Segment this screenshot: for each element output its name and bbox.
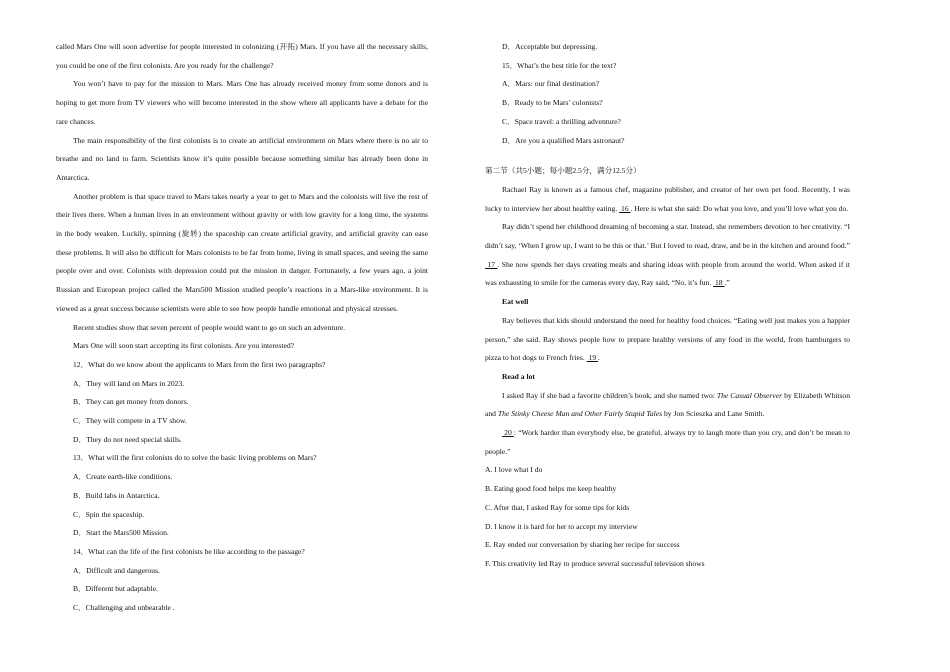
q15-option-a: A．Mars: our final destination? (502, 79, 600, 89)
passage-paragraph-1: called Mars One will soon advertise for people interested in colonizing (开拓) Mars. If you have all the necessary skills, you could be one of the first colonists. Are you ready for the challenge? (56, 42, 428, 70)
article-paragraph-4 (485, 387, 850, 424)
q12-option-c: C．They will compete in a TV show. (73, 416, 187, 426)
blank-18: 18 (713, 278, 725, 288)
question-13: 13．What will the first colonists do to solve the basic living problems on Mars? (73, 453, 317, 463)
choice-e: E. Ray ended our conversation by sharing her recipe for success (485, 540, 680, 550)
q14-option-b: B．Different but adaptable. (73, 584, 158, 594)
question-15: 15．What’s the best title for the text? (502, 60, 617, 70)
q13-option-a: A．Create earth-like conditions. (73, 472, 173, 482)
article-text: by Jon Scieszka and Lane Smith. (662, 409, 765, 419)
heading-eat-well: Eat well (502, 297, 529, 307)
q13-option-c: C．Spin the spaceship. (73, 509, 145, 519)
article-paragraph-3 (485, 312, 850, 368)
book-title: The Stinky Cheese Man and Other Fairly Stupid Tales (497, 409, 663, 419)
passage-paragraph-3: The main responsibility of the first colonists is to create an artificial environment on Mars where there is no air to breathe and no land to farm. Scientists know it’s quite possible because something similar has already been done in Antarctica. (56, 135, 428, 182)
article-text: . She now spends her days creating meals and sharing ideas with people from around the world. When asked if it was exhausting to smile for the cameras every day, Ray said, “No, it’s fun. (485, 259, 850, 288)
left-column (56, 38, 428, 618)
right-column (485, 38, 850, 574)
article-text: : “Work harder than everybody else, be grateful, always try to laugh more than you cry, and don’t be mean to people.” (485, 428, 851, 456)
q15-option-c: C．Space travel: a thrilling adventure? (502, 116, 621, 126)
q13-option-b: B．Build labs in Antarctica. (73, 490, 160, 500)
q13-option-d: D．Start the Mars500 Mission. (73, 528, 169, 538)
article-text: Ray believes that kids should understand the need for healthy food choices. “Eating well just makes you a happier person,” she said. Ray shows people how to prepare healthy versions of any food in the world, from hamburgers to pizza to hot dogs to French fries. (485, 315, 850, 363)
q12-option-d: D．They do not need special skills. (73, 434, 182, 444)
blank-19: 19 (586, 353, 599, 363)
book-title: The Casual Observer (716, 390, 783, 400)
blank-20: 20 (502, 428, 514, 438)
article-text: Ray didn’t spend her childhood dreaming of becoming a star. Instead, she remembers devotion to her creativity. “I didn’t say, ‘When I grow up, I want to be this or that.’ But I loved to read, draw, and be in the kitchen and around food.” (485, 222, 850, 251)
q14-option-a: A．Difficult and dangerous. (73, 565, 160, 575)
choice-d: D. I know it is hard for her to accept my interview (485, 521, 638, 531)
passage-paragraph-4: Another problem is that space travel to Mars takes nearly a year to get to Mars and the colonists will live the rest of their lives there. When a human lives in an environment without gravity or with low gravity for a long time, the systems in the body weaken. Luckily, spinning (旋转) the spaceship can create artificial gravity, and artificial gravity can ease these problems. It will also be difficult for Mars colonists to be far from home, living in small spaces, and seeing the same people over and over. Colonists with depression could put the mission in danger. Fortunately, a few years ago, a joint Russian and European project called the Mars500 Mission studied people’s reactions in a Mars-like environment. It is viewed as a great success because scientists were able to see how people handle emotional and physical stresses. (56, 191, 428, 313)
passage-paragraph-5: Recent studies show that seven percent of people would want to go on such an adventure. (73, 322, 346, 332)
q14-option-d: D．Acceptable but depressing. (502, 42, 598, 51)
choice-b: B. Eating good food helps me keep healthy (485, 484, 617, 494)
choice-f: F. This creativity led Ray to produce several successful television shows (485, 558, 705, 568)
heading-read-a-lot: Read a lot (502, 371, 535, 381)
article-text: Rachael Ray is known as a famous chef, magazine publisher, and creator of her own pet food. Recently, I was lucky to interview her about healthy eating. (485, 184, 850, 213)
choice-c: C. After that, I asked Ray for some tips for kids (485, 502, 630, 512)
article-text: by Elizabeth Whitson and (485, 390, 851, 419)
q15-option-d: D．Are you a qualified Mars astronaut? (502, 135, 625, 145)
q12-option-a: A．They will land on Mars in 2023. (73, 378, 185, 388)
section-gap (485, 150, 850, 162)
q14-option-c: C．Challenging and unbearable . (73, 603, 175, 613)
passage-paragraph-6: Mars One will soon start accepting its first colonists. Are you interested? (73, 341, 295, 351)
article-paragraph-1 (485, 181, 850, 218)
q12-option-b: B．They can get money from donors. (73, 397, 189, 407)
blank-17: 17 (485, 259, 498, 269)
article-text: .” (724, 278, 730, 288)
article-text: . (598, 353, 600, 363)
q15-option-b: B．Ready to be Mars’ colonists? (502, 98, 603, 108)
choice-a: A. I love what I do (485, 465, 543, 475)
blank-16: 16 (619, 203, 631, 213)
passage-paragraph-2: You won’t have to pay for the mission to Mars. Mars One has already received money from some donors and is hoping to get more from TV viewers who will become interested in the show where all applicants have a debate for the rare chances. (56, 79, 428, 126)
article-text: . Here is what she said: Do what you love, and you’ll love what you do. (630, 203, 849, 213)
question-12: 12．What do we know about the applicants to Mars from the first two paragraphs? (73, 359, 326, 369)
article-text: I asked Ray if she had a favorite children’s book, and she named two: (502, 390, 717, 400)
article-paragraph-5 (485, 424, 850, 461)
question-14: 14．What can the life of the first colonists be like according to the passage? (73, 546, 305, 556)
article-paragraph-2 (485, 218, 850, 293)
section-title: 第二节（共5小题；每小题2.5分，满分12.5分） (485, 166, 641, 176)
